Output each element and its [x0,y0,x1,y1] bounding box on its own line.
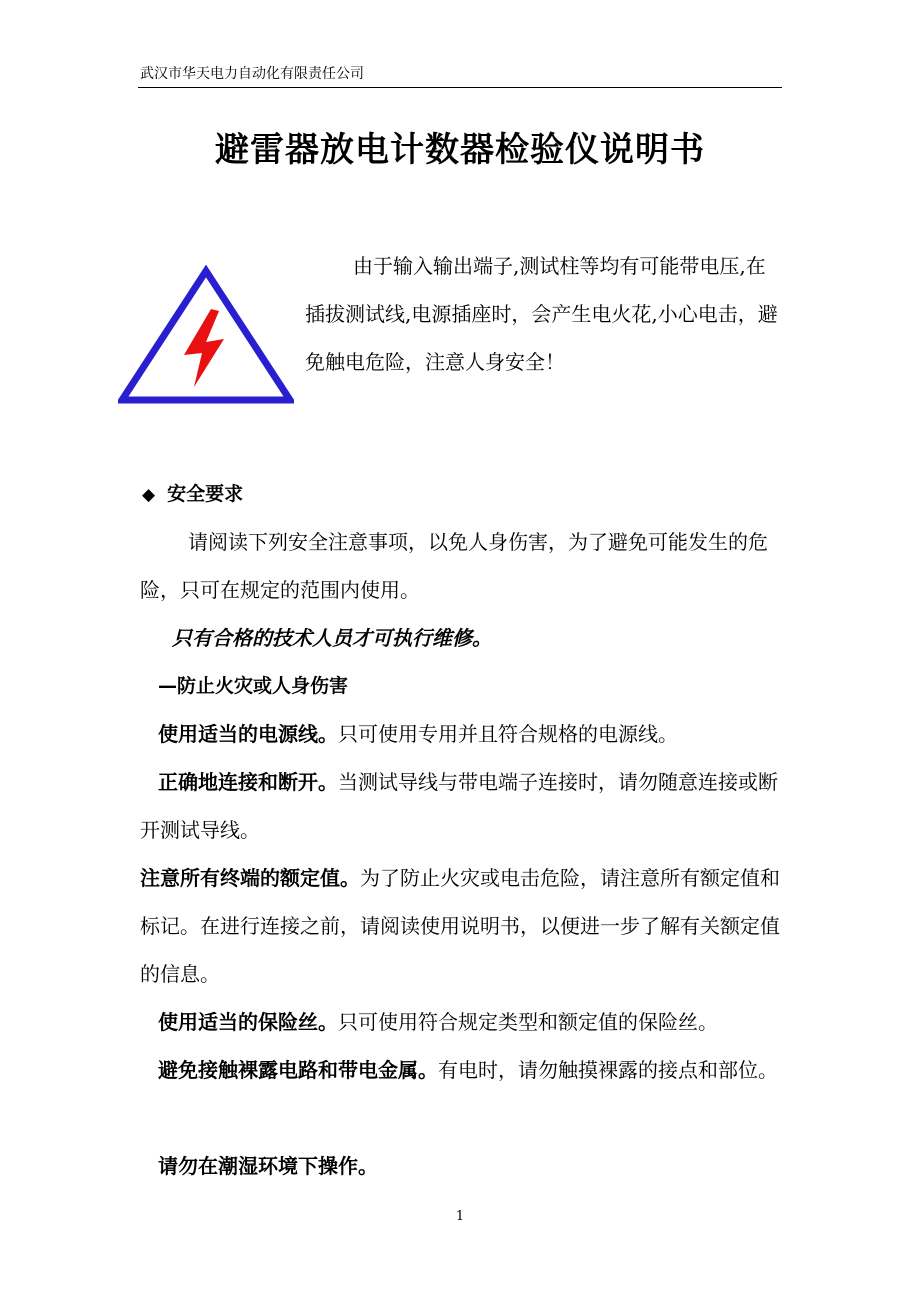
safety-heading-label: 安全要求 [167,483,244,505]
high-voltage-warning-icon [118,265,294,405]
fire-injury-subheading: —防止火灾或人身伤害 [158,675,349,697]
safety-item [140,1046,785,1094]
page-number: 1 [455,1209,465,1224]
safety-item [140,758,785,854]
item-lead: 使用适当的保险丝。 [158,1010,338,1034]
item-text: 当测试导线与带电端子连接时，请勿随意连接或断开测试导线。 [140,770,778,842]
safety-heading [142,470,243,519]
safety-intro: 请阅读下列安全注意事项，以免人身伤害，为了避免可能发生的危险，只可在规定的范围内使用。 [140,530,768,602]
header-rule [138,87,782,88]
item-text: 只可使用专用并且符合规格的电源线。 [338,722,678,746]
item-lead: 注意所有终端的额定值。 [140,866,360,890]
safety-item [158,710,788,758]
document-title: 避雷器放电计数器检验仪说明书 [215,130,705,170]
diamond-bullet-icon: ◆ [142,485,156,505]
item-text: 只可使用符合规定类型和额定值的保险丝。 [338,1010,718,1034]
item-text: 有电时，请勿触摸裸露的接点和部位。 [438,1058,778,1082]
item-lead: 请勿在潮湿环境下操作。 [158,1154,378,1178]
warning-text: 由于输入输出端子,测试柱等均有可能带电压,在插拔测试线,电源插座时，会产生电火花,小心电击，避免触电危险，注意人身安全！ [305,254,778,374]
safety-item [158,998,798,1046]
item-text: 为了防止火灾或电击危险，请注意所有额定值和标记。在进行连接之前，请阅读使用说明书，以便进一步了解有关额定值的信息。 [140,866,780,986]
maintenance-note: 只有合格的技术人员才可执行维修。 [172,626,492,650]
safety-item [158,1142,803,1190]
safety-item [140,854,785,998]
item-lead: 使用适当的电源线。 [158,722,338,746]
item-lead: 正确地连接和断开。 [158,770,338,794]
item-lead: 避免接触裸露电路和带电金属。 [158,1058,438,1082]
company-name: 武汉市华天电力自动化有限责任公司 [140,66,364,82]
